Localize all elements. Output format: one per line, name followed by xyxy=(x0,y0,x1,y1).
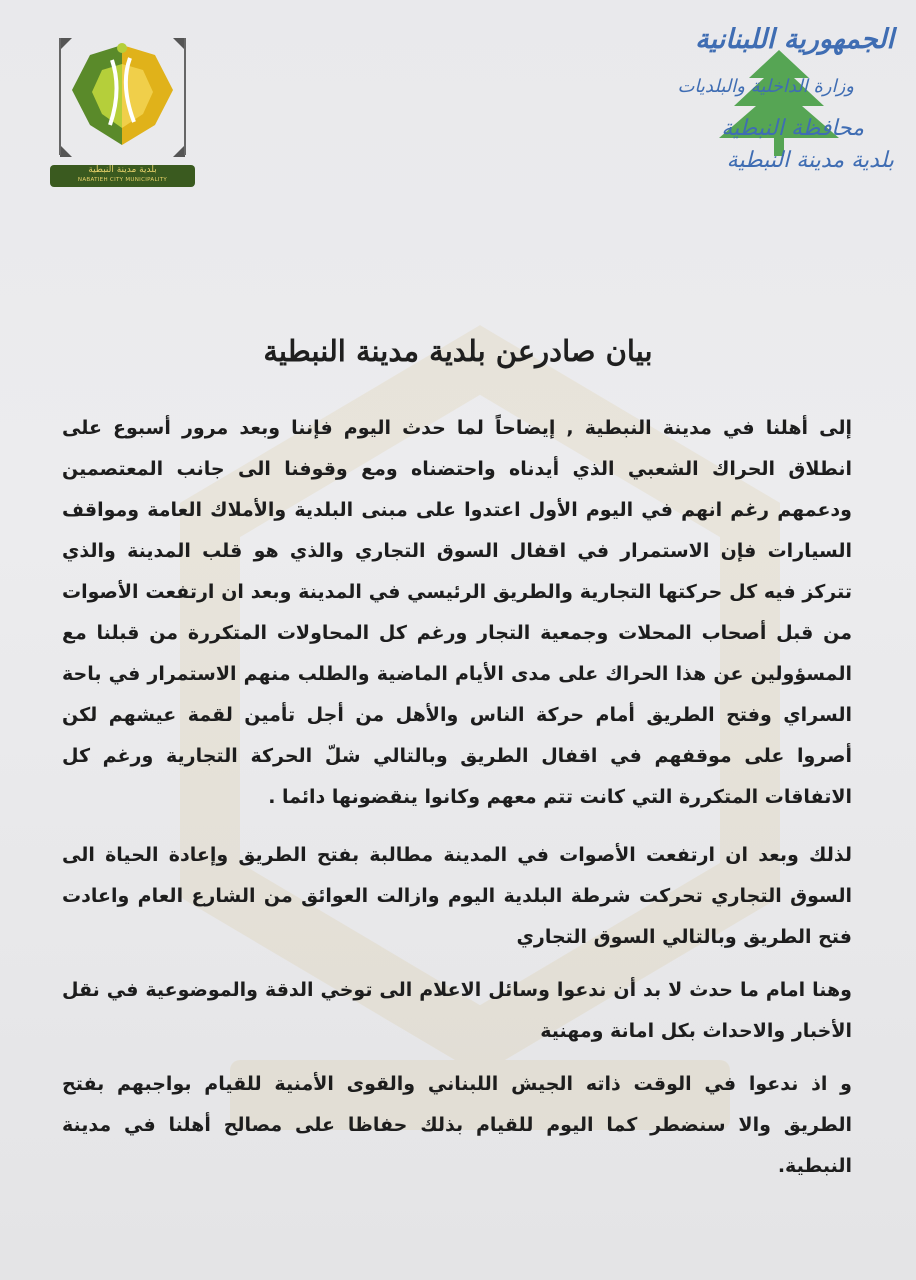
paragraph: لذلك وبعد ان ارتفعت الأصوات في المدينة مطالبة بفتح الطريق وإعادة الحياة الى السوق التجاري تحركت شرطة البلدية اليوم وازالت العوائق من الشارع العام واعادت فتح الطريق وبالتالي السوق التجاري xyxy=(62,844,852,948)
statement-title: بيان صادرعن بلدية مدينة النبطية xyxy=(263,334,653,368)
letterhead-municipality: بلدية مدينة النبطية xyxy=(726,148,894,173)
letterhead-governorate: محافظة النبطية xyxy=(721,116,864,141)
statement-body xyxy=(62,408,852,1204)
letterhead xyxy=(654,20,894,180)
paragraph: وهنا امام ما حدث لا بد أن ندعوا وسائل الاعلام الى توخي الدقة والموضوعية في نقل الأخبار والاحداث بكل امانة ومهنية xyxy=(62,979,852,1042)
paragraph: إلى أهلنا في مدينة النبطية , إيضاحاً لما حدث اليوم فإننا وبعد مرور أسبوع على انطلاق الحراك الشعبي الذي أيدناه واحتضناه ومع وقوفنا الى جانب المعتصمين ودعمهم رغم انهم في اليوم الأول اعتدوا على مبنى البلدية والأملاك العامة ومواقف السيارات فإن الاستمرار في اقفال السوق التجاري والذي هو قلب المدينة والذي تتركز فيه كل حركتها التجارية والطريق الرئيسي في المدينة وبعد ان ارتفعت الأصوات من قبل أصحاب المحلات وجمعية التجار ورغم كل المحاولات المتكررة من قبلنا مع المسؤولين عن هذا الحراك على مدى الأيام الماضية والطلب منهم الاستمرار في باحة السراي وفتح الطريق أمام حركة الناس والأهل من أجل تأمين لقمة عيشهم لكن أصروا على موقفهم في اقفال الطريق وبالتالي شلّ الحركة التجارية ورغم كل الاتفاقات المتكررة التي كانت تتم معهم وكانوا ينقضونها دائما . xyxy=(62,417,852,808)
logo-caption-english: NABATIEH CITY MUNICIPALITY xyxy=(77,177,168,183)
cedar-tree-icon xyxy=(714,48,844,158)
logo-caption-arabic: بلدية مدينة النبطية xyxy=(88,165,157,175)
paragraph: و اذ ندعوا في الوقت ذاته الجيش اللبناني والقوى الأمنية للقيام بواجبهم بفتح الطريق والا سنضطر كما اليوم للقيام بذلك حفاظا على مصالح أهلنا في مدينة النبطية. xyxy=(62,1073,852,1177)
municipality-emblem-icon xyxy=(50,30,195,165)
logo-caption xyxy=(50,165,195,187)
municipality-logo xyxy=(50,30,195,190)
letterhead-ministry: وزارة الداخلية والبلديات xyxy=(677,76,854,97)
letterhead-republic: الجمهورية اللبنانية xyxy=(695,24,894,55)
